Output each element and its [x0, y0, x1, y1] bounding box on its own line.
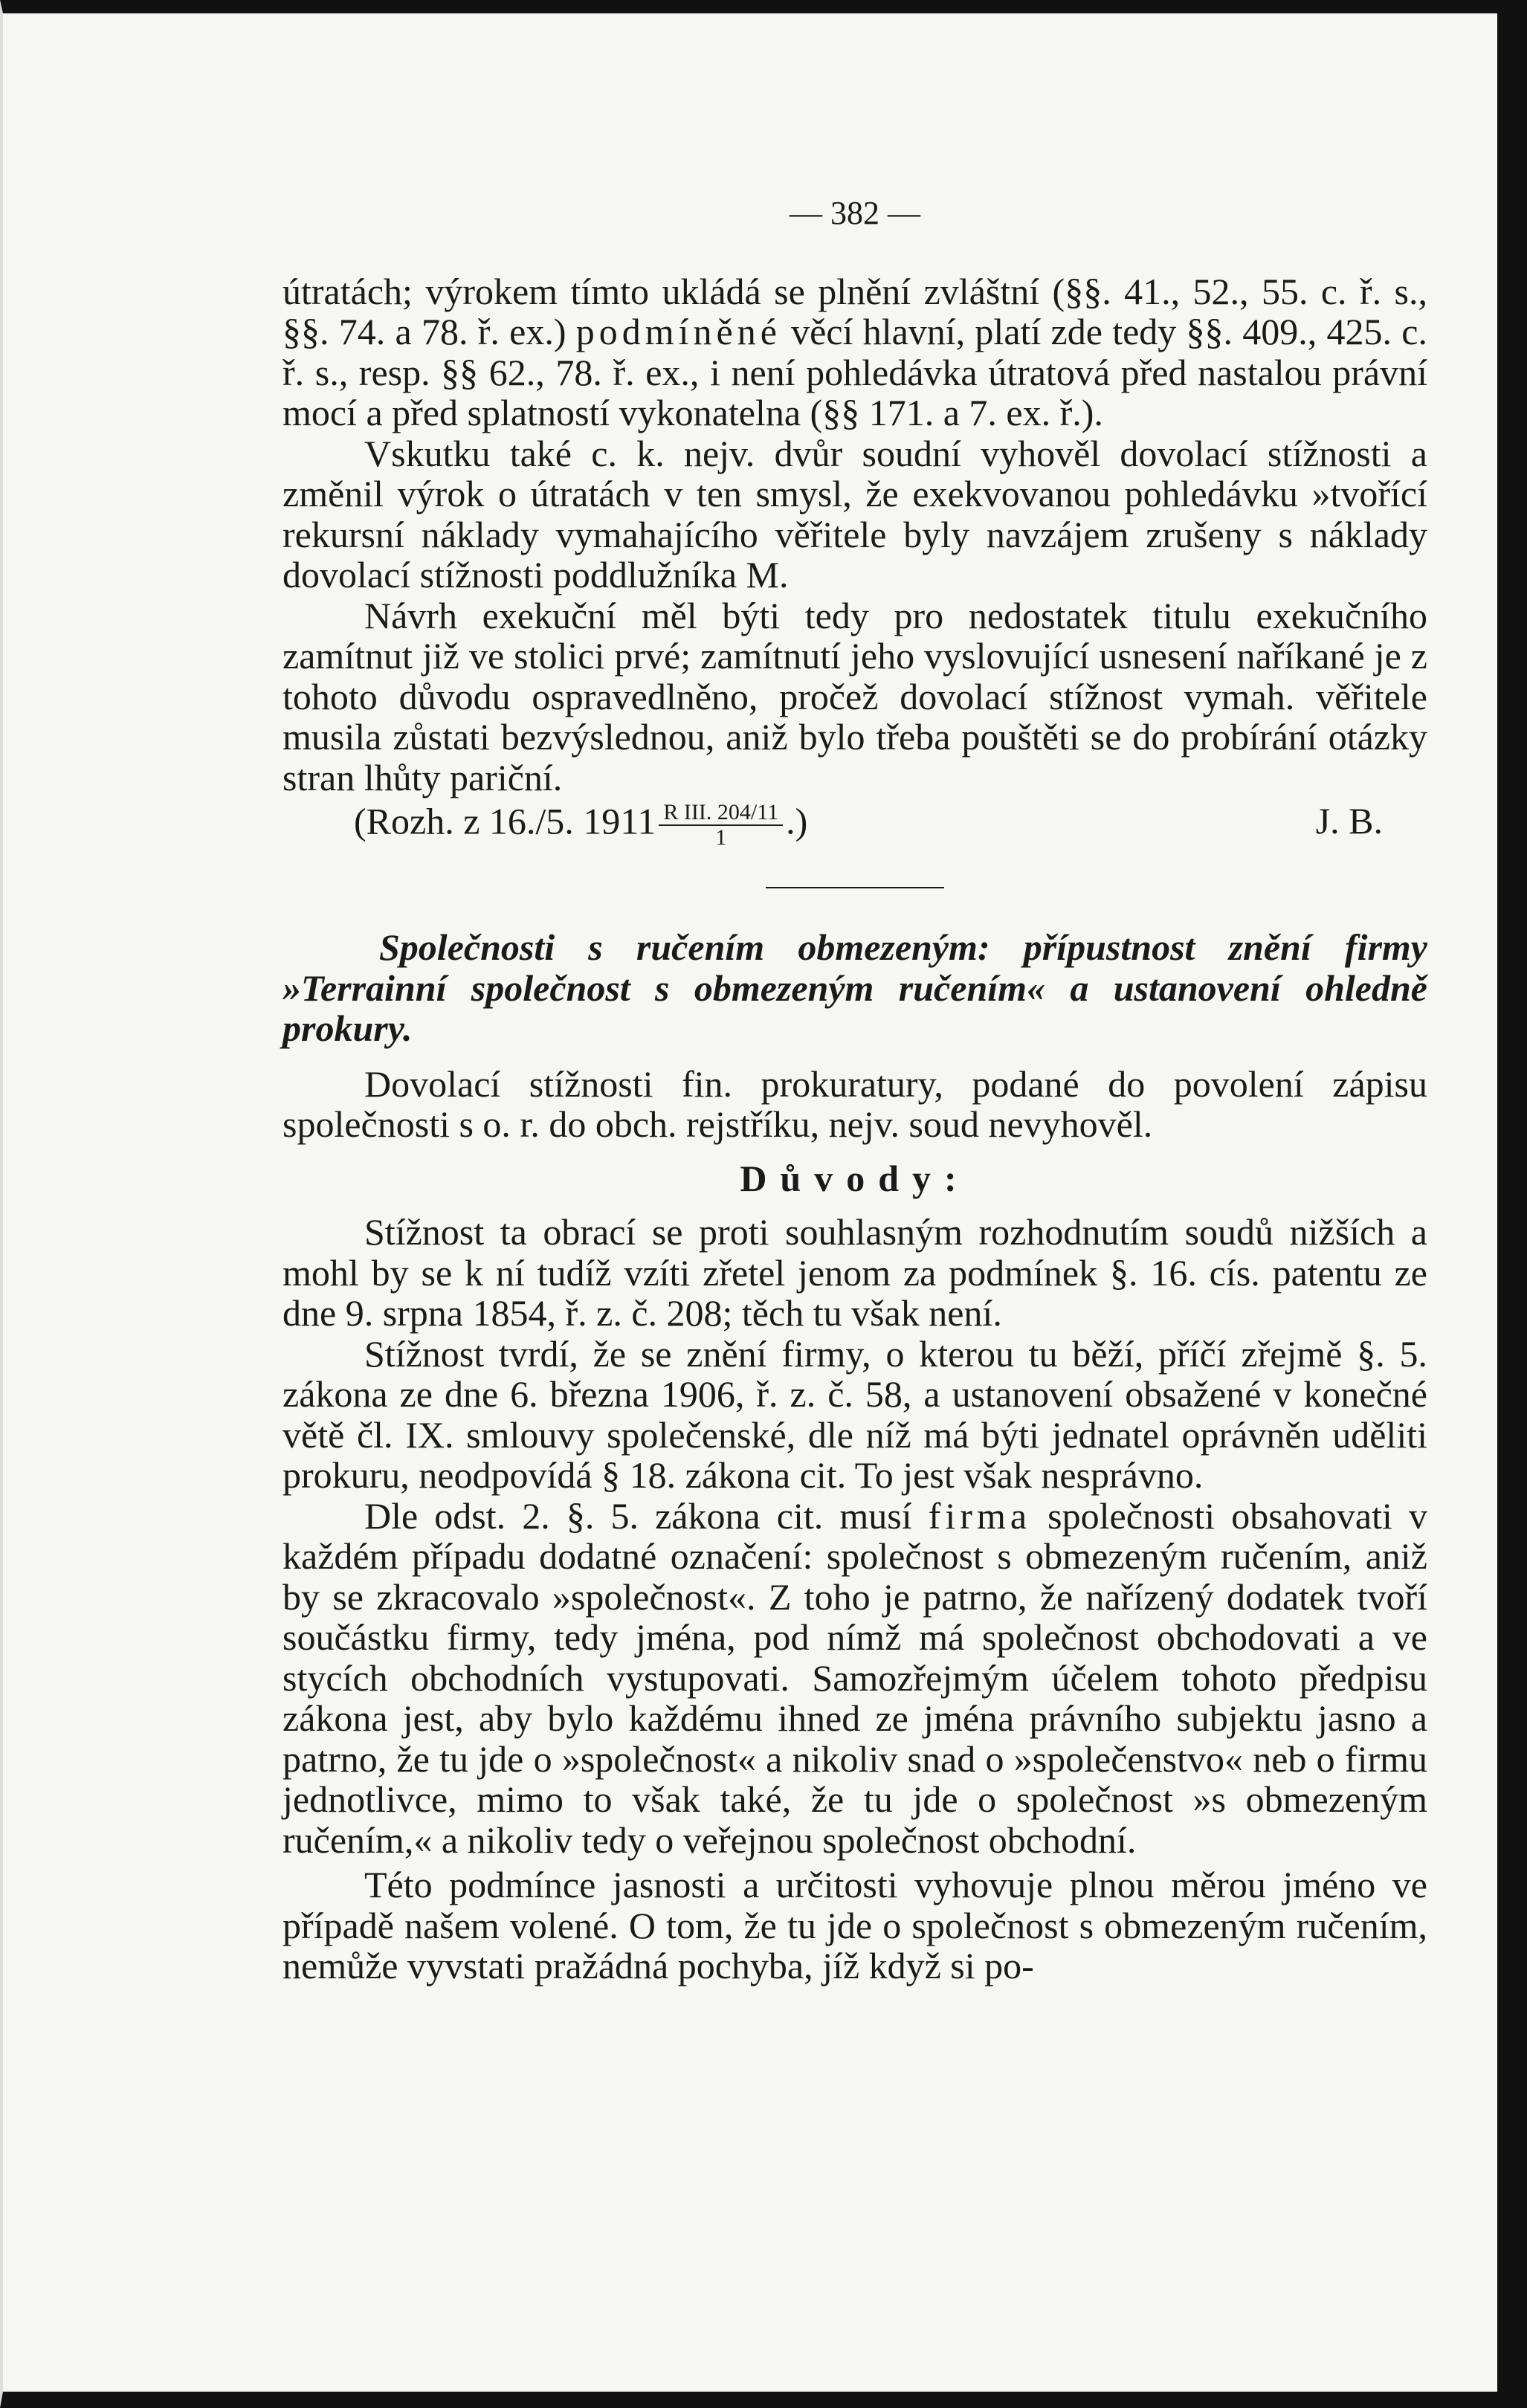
text-run: společnosti obsahovati v každém případu dodatné označení: společnost s obmezeným ručením, aniž by se zkracovalo »společnost«. Z toho je patrno, že nařízený dodatek tvoří součástku firmy, tedy jména, pod nímž má společnost obchodovati a ve stycích obchodních vystupovati. Samozřejmým účelem tohoto předpisu zákona jest, aby bylo každému ihned ze jména právního subjektu jasno a patrno, že tu jde o »společnost« a nikoliv snad o »společenstvo« neb o firmu jednotlivce, mimo to však také, že tu jde o společnost »s obmezeným ručením,« a nikoliv tedy o veřejnou společnost obchodní.	[283, 1494, 1427, 1861]
section-divider	[766, 887, 944, 888]
section-decision-costs	[283, 271, 1427, 850]
paragraph: Dovolací stížnosti fin. prokuratury, podané do povolení zápisu společnosti s o. r. do obch. rejstříku, nejv. soud nevyhověl.	[283, 1062, 1427, 1145]
paragraph: Této podmínce jasnosti a určitosti vyhovuje plnou měrou jméno ve případě našem volené. O tom, že tu jde o společnost s obmezeným ručením, nemůže vyvstati pražádná pochyba, jíž když si po-	[283, 1864, 1427, 1986]
paragraph	[283, 271, 1427, 433]
text-run: Dle odst. 2. §. 5. zákona cit. musí	[364, 1494, 929, 1537]
case-heading: Společnosti s ručením obmezeným: přípustnost znění firmy »Terrainní společnost s obmezeným ručením« a ustanovení ohledně prokury.	[283, 926, 1427, 1049]
paragraph: Stížnost tvrdí, že se znění firmy, o kterou tu běží, příčí zřejmě §. 5. zákona ze dne 6. března 1906, ř. z. č. 58, a ustanovení obsažené v konečné větě čl. IX. smlouvy společenské, dle níž má býti jednatel oprávněn uděliti prokuru, neodpovídá § 18. zákona cit. To jest však nesprávno.	[283, 1332, 1427, 1496]
citation	[354, 801, 807, 850]
citation-line	[283, 801, 1427, 850]
emphasized-word: podmíněné	[575, 311, 781, 352]
paragraph: Stížnost ta obrací se proti souhlasným rozhodnutím soudů nižších a mohl by se k ní tudíž vzíti zřetel jenom za podmínek §. 16. cís. patentu ze dne 9. srpna 1854, ř. z. č. 208; těch tu však není.	[283, 1211, 1427, 1334]
emphasized-word: firma	[928, 1494, 1032, 1537]
citation-text: (Rozh. z 16./5. 1911	[354, 800, 656, 842]
section-limited-liability	[283, 927, 1427, 1986]
text-run: věcí hlavní, platí zde tedy §§. 409., 425. c. ř. s., resp. §§ 62., 78. ř. ex., i není pohledávka útratová před nastalou právní mocí a před splatností vykonatelna (§§ 171. a 7. ex. ř.).	[283, 311, 1428, 433]
fraction-numerator: R III. 204/11	[659, 801, 783, 826]
paragraph: Návrh exekuční měl býti tedy pro nedostatek titulu exekučního zamítnut již ve stolici prvé; zamítnutí jeho vyslovující usnesení naříkané je z tohoto důvodu ospravedlněno, pročež dovolací stížnost vymah. věřitele musila zůstati bezvýslednou, aniž bylo třeba pouštěti se do probírání otázky stran lhůty pariční.	[283, 594, 1427, 798]
paragraph	[283, 1496, 1427, 1861]
citation-close: .)	[786, 800, 808, 842]
page-number: — 382 —	[790, 195, 920, 231]
citation-fraction	[659, 801, 783, 850]
author-signature: J. B.	[1315, 800, 1383, 842]
reasons-heading: Důvody:	[740, 1157, 970, 1199]
paragraph: Vskutku také c. k. nejv. dvůr soudní vyhověl dovolací stížnosti a změnil výrok o útratách v ten smysl, že exekvovanou pohledávku »tvořící rekursní náklady vymahajícího věřitele byly navzájem zrušeny s náklady dovolací stížnosti poddlužníka M.	[283, 432, 1427, 595]
text-run: útratách; výrokem tímto ukládá se plnění zvláštní (§§. 41., 52., 55. c. ř. s., §§. 74. a 78. ř. ex.)	[283, 270, 1427, 352]
document-page	[283, 186, 1427, 1986]
fraction-denominator: 1	[715, 825, 727, 850]
